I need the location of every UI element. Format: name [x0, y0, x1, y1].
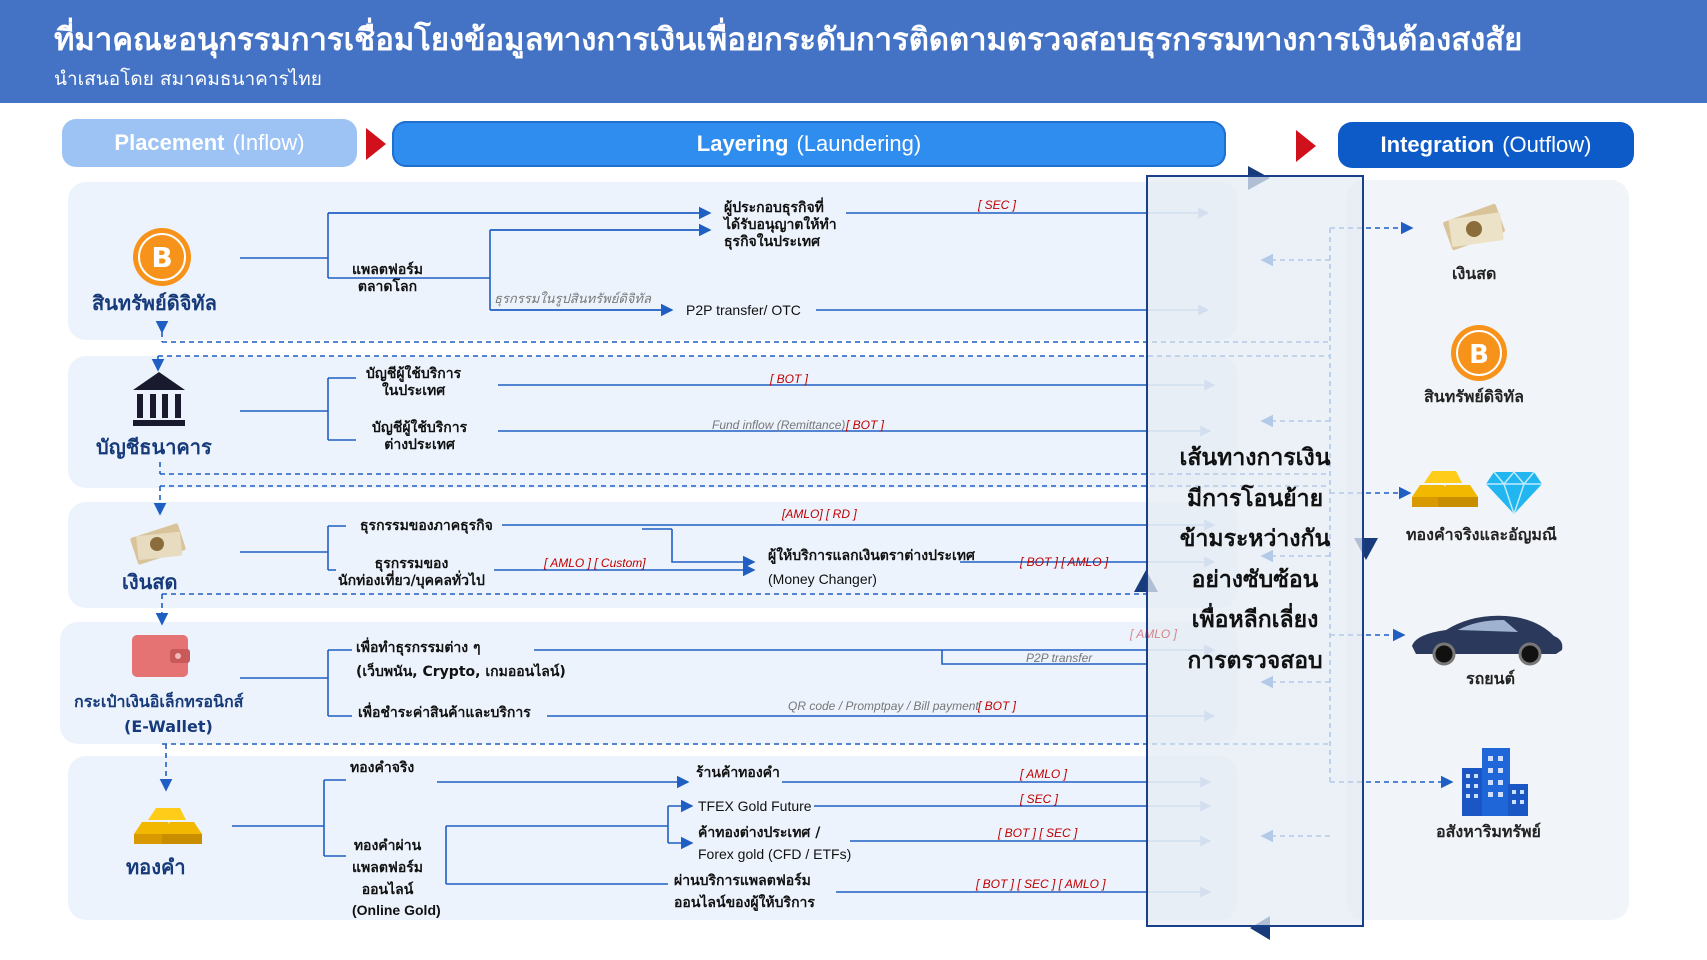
digital-licensed-label: ผู้ประกอบธุรกิจที่ ได้รับอนุญาตให้ทำ ธุรกิจในประเทศ [724, 200, 837, 250]
tag-amlo-ewallet: [ AMLO ] [1130, 627, 1177, 641]
spine-line-1: เส้นทางการเงิน [1179, 445, 1331, 471]
ewallet-p2p-label: P2P transfer [1026, 651, 1093, 665]
diamond-icon [1484, 470, 1544, 516]
page-subtitle: นำเสนอโดย สมาคมธนาคารไทย [54, 68, 322, 90]
tag-bot-foreign: [ BOT ] [846, 418, 885, 432]
phase-arrow-2 [1296, 130, 1316, 162]
money-changer-label: ผู้ให้บริการแลกเงินตราต่างประเทศ [768, 548, 975, 564]
output-real-estate: อสังหาริมทรัพย์ [1436, 822, 1541, 841]
output-digital: สินทรัพย์ดิจิทัล [1424, 387, 1524, 406]
output-gold-gems: ทองคำจริงและอัญมณี [1406, 525, 1557, 544]
tag-amlo-gold: [ AMLO ] [1020, 767, 1067, 781]
spine-line-4: อย่างซับซ้อน [1191, 566, 1319, 593]
gold-tfex-label: TFEX Gold Future [698, 798, 812, 814]
source-gold: ทองคำ [126, 855, 186, 879]
output-cash: เงินสด [1452, 264, 1497, 283]
gold-bars-icon [128, 802, 206, 850]
spine-line-6: การตรวจสอบ [1187, 647, 1323, 674]
source-digital-asset: สินทรัพย์ดิจิทัล [92, 291, 217, 315]
tag-bot-ewallet: [ BOT ] [978, 699, 1017, 713]
tag-bot-sec-amlo-gold: [ BOT ] [ SEC ] [ AMLO ] [976, 877, 1106, 891]
gold-bars-icon [1408, 467, 1484, 515]
bitcoin-icon [1450, 324, 1508, 382]
tag-bot-sec-gold: [ BOT ] [ SEC ] [998, 826, 1078, 840]
svg-text:B: B [1469, 340, 1489, 370]
phase-layering-bold: Layering [696, 131, 789, 156]
digital-p2p-label: P2P transfer/ OTC [686, 302, 801, 318]
phase-placement-bold: Placement [114, 130, 225, 155]
gold-forex-label: Forex gold (CFD / ETFs) [698, 846, 852, 862]
tag-bot-amlo-cash: [ BOT ] [ AMLO ] [1020, 555, 1109, 569]
phase-integration-rest: (Outflow) [1502, 132, 1592, 157]
cash-tourist-label: ธุรกรรมของ นักท่องเที่ยว/บุคคลทั่วไป [338, 556, 485, 589]
gold-foreign-dealer-label: ค้าทองต่างประเทศ / [698, 825, 821, 841]
bank-domestic-label: บัญชีผู้ใช้บริการ ในประเทศ [366, 366, 462, 399]
digital-platform-label: แพลตฟอร์ม ตลาดโลก [352, 262, 423, 295]
money-changer-en-label: (Money Changer) [768, 571, 877, 587]
phase-arrow-1 [366, 128, 386, 160]
gold-platform-service-label: ผ่านบริการแพลตฟอร์ม ออนไลน์ของผู้ให้บริการ [674, 873, 815, 911]
phase-placement-rest: (Inflow) [232, 130, 305, 155]
source-ewallet: กระเป๋าเงินอิเล็กทรอนิกส์ [74, 692, 244, 711]
digital-asset-tx-label: ธุรกรรมในรูปสินทรัพย์ดิจิทัล [494, 291, 651, 306]
spine-line-2: มีการโอนย้าย [1186, 485, 1324, 512]
gold-physical-label: ทองคำจริง [350, 760, 415, 776]
bank-icon [131, 370, 187, 428]
ewallet-qr-label: QR code / Promptpay / Bill payment [788, 699, 979, 713]
cash-business-label: ธุรกรรมของภาคธุรกิจ [360, 518, 493, 534]
ewallet-purpose1b-label: (เว็บพนัน, Crypto, เกมออนไลน์) [356, 664, 566, 680]
tag-amlo-rd: [AMLO] [ RD ] [782, 507, 857, 521]
car-icon [1406, 606, 1566, 666]
phase-layering-rest: (Laundering) [796, 131, 922, 156]
tag-bot-domestic: [ BOT ] [770, 372, 809, 386]
source-cash: เงินสด [122, 570, 178, 594]
bank-fund-inflow-label: Fund inflow (Remittance) [712, 418, 846, 432]
source-bank-account: บัญชีธนาคาร [96, 435, 212, 459]
banknotes-icon [1438, 202, 1514, 254]
ewallet-purpose2-label: เพื่อชำระค่าสินค้าและบริการ [358, 705, 531, 721]
ewallet-purpose1-label: เพื่อทำธุรกรรมต่าง ๆ [356, 640, 481, 656]
spine-line-3: ข้ามระหว่างกัน [1179, 526, 1331, 552]
output-car: รถยนต์ [1466, 669, 1515, 688]
tag-sec-digital: [ SEC ] [978, 198, 1017, 212]
tag-sec-gold: [ SEC ] [1020, 792, 1059, 806]
banknotes-icon [127, 520, 189, 566]
gold-shop-label: ร้านค้าทองคำ [696, 765, 780, 781]
phase-integration-bold: Integration [1380, 132, 1495, 157]
svg-text:B: B [151, 241, 173, 274]
buildings-icon [1454, 744, 1534, 818]
gold-online-en-label: (Online Gold) [352, 902, 441, 918]
spine-line-5: เพื่อหลีกเลี่ยง [1191, 607, 1319, 633]
bitcoin-icon [132, 227, 192, 287]
gold-online-label: ทองคำผ่าน แพลตฟอร์ม ออนไลน์ [352, 838, 423, 898]
spine-text [1146, 438, 1364, 681]
wallet-icon [130, 631, 192, 679]
page-title: ที่มาคณะอนุกรรมการเชื่อมโยงข้อมูลทางการเงินเพื่อยกระดับการติดตามตรวจสอบธุรกรรมทางการเงินต้องสงสัย [54, 22, 1523, 58]
source-ewallet-en: (E-Wallet) [124, 717, 213, 736]
tag-amlo-custom: [ AMLO ] [ Custom] [544, 556, 646, 570]
bank-foreign-label: บัญชีผู้ใช้บริการ ต่างประเทศ [372, 420, 468, 453]
